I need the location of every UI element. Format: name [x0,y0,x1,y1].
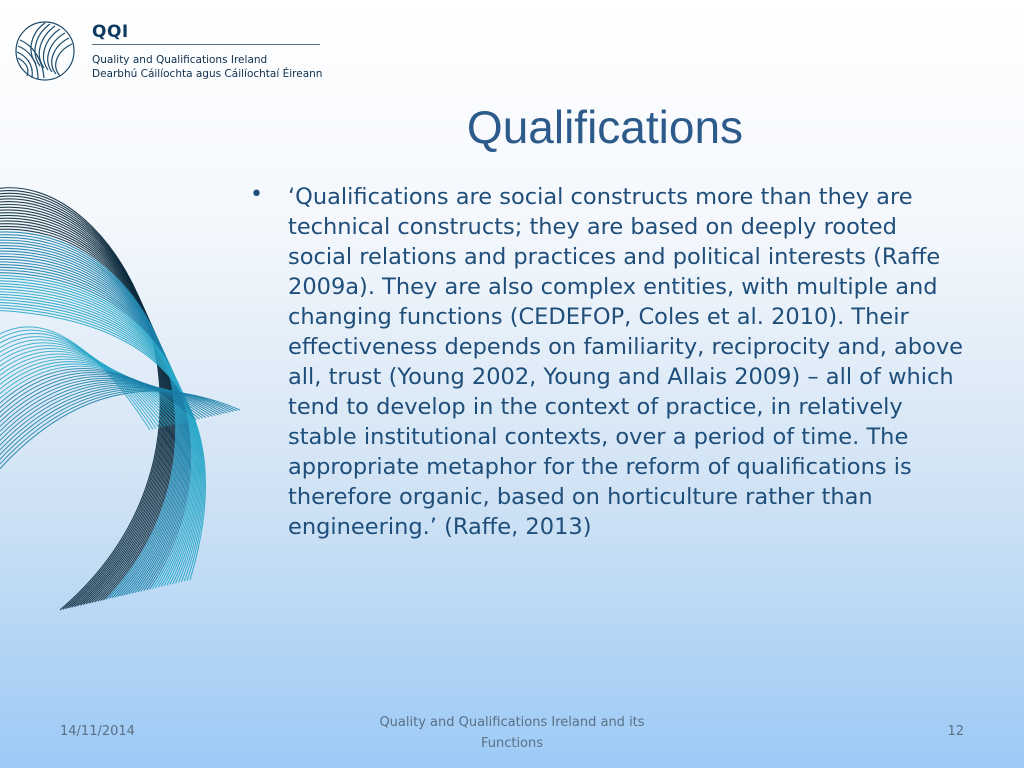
logo-name-irish: Dearbhú Cáilíochta agus Cáilíochtaí Éireann [92,68,323,80]
logo-brand-text: QQI [92,22,129,42]
qqi-swirl-logo-icon [14,20,76,82]
footer-title: Quality and Qualifications Ireland and its Functions [379,715,645,751]
bullet-text: ‘Qualifications are social constructs more than they are technical constructs; they are based on deeply rooted social relations and practices and political interests (Raffe 2009a). They are also complex entities, with multiple and changing functions (CEDEFOP, Coles et al. 2010). Their effectiveness depends on familiarity, reciprocity and, above all, trust (Young 2002, Young and Allais 2009) – all of which tend to develop in the context of practice, in relatively stable institutional contexts, over a period of time. The appropriate metaphor for the reform of qualifications is therefore organic, based on horticulture rather than engineering.’ (Raffe, 2013) [288,184,964,540]
footer-date: 14/11/2014 [60,724,135,739]
bullet-marker: • [250,182,263,207]
logo-divider [92,44,320,45]
logo-name-english: Quality and Qualifications Ireland [92,54,268,66]
slide-title: Qualifications [466,101,744,153]
qqi-logo [14,20,324,86]
slide-number: 12 [947,724,964,739]
spiral-lines-graphic [0,180,250,620]
